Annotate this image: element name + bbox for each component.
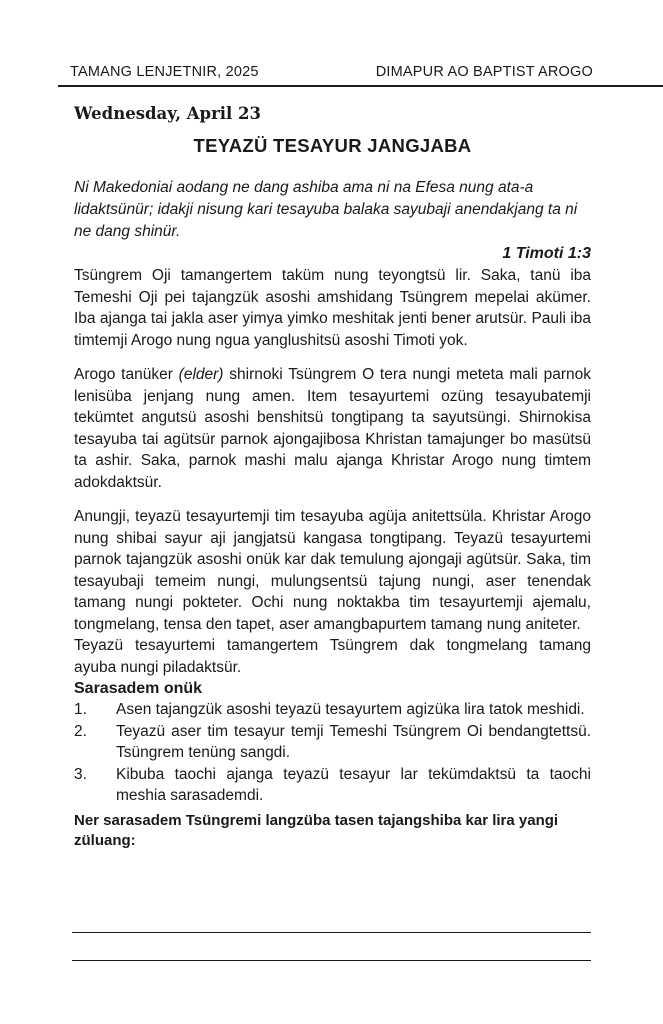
answer-line[interactable] bbox=[72, 960, 591, 961]
reflection-item bbox=[74, 699, 591, 721]
header-church-name: DIMAPUR AO BAPTIST AROGO bbox=[375, 64, 593, 80]
header-publication-title: TAMANG LENJETNIR, 2025 bbox=[70, 64, 259, 80]
reflection-item-number: 1. bbox=[74, 701, 87, 718]
body-paragraph-1: Tsüngrem Oji tamangertem taküm nung teyongtsü lir. Saka, tanü iba Temeshi Oji pei tajangzük asoshi amshidang Tsüngrem mepelai akümer. Iba ajanga tai jakla aser yimya yimko meshitak jenti bener arutsür. Pauli iba timtemji Arogo nung ngua yanglushitsü asoshi Timoti yok. bbox=[74, 267, 591, 349]
reflection-item-text: Kibuba taochi ajanga teyazü tesayur lar tekümdaktsü ta taochi meshia sarasademdi. bbox=[116, 765, 591, 804]
prayer-question: Ner sarasadem Tsüngremi langzüba tasen tajangshiba kar lira yangi züluang: bbox=[74, 811, 559, 849]
devotion-title: TEYAZÜ TESAYUR JANGJABA bbox=[193, 135, 472, 156]
devotion-date: Wednesday, April 23 bbox=[74, 104, 262, 123]
scripture-reference: 1 Timoti 1:3 bbox=[502, 245, 591, 262]
scripture-verse: Ni Makedoniai aodang ne dang ashiba ama ni na Efesa nung ata-a lidaktsünür; idakji nisung kari tesayuba balaka sayubaji anendakjang ta ni ne dang shinür. bbox=[74, 179, 578, 240]
reflection-item-text: Asen tajangzük asoshi teyazü tesayurtem agizüka lira tatok meshidi. bbox=[116, 701, 585, 718]
header-rule bbox=[58, 85, 663, 87]
body-paragraph-4: Teyazü tesayurtemi tamangertem Tsüngrem dak tongmelang tamang ayuba nungi piladaktsür. bbox=[74, 637, 591, 676]
answer-line[interactable] bbox=[72, 932, 591, 933]
running-header bbox=[70, 64, 593, 80]
reflection-item-number: 3. bbox=[74, 765, 87, 783]
reflection-item bbox=[74, 721, 591, 764]
body-paragraph-2: Arogo tanüker (elder) shirnoki Tsüngrem O tera nungi meteta mali parnok lenisüba jenjang nung amen. Item tesayurtemi ozüng tesayubatemji tekümtet angutsü asoshi benshitsü tongtipang ta sayutsüngi. Shirnokisa tesayuba tai agütsür parnok ajongajibosa Khristan tamajunger bo masütsü ta ashir. Saka, parnok mashi malu ajanga Khristar Arogo nung timtem adokdaktsür. bbox=[74, 366, 591, 491]
reflection-item bbox=[74, 764, 591, 807]
reflection-heading: Sarasadem onük bbox=[74, 680, 203, 697]
reflection-item-text: Teyazü aser tim tesayur temji Temeshi Tsüngrem Oi bendangtettsü. Tsüngrem tenüng sangdi. bbox=[116, 722, 591, 761]
reflection-list bbox=[74, 699, 591, 807]
page-content bbox=[74, 104, 591, 852]
body-paragraph-3: Anungji, teyazü tesayurtemji tim tesayuba agüja anitettsüla. Khristar Arogo nung shibai sayur aji jangjatsü kangasa tongtipang. Teyazü tesayurtemi parnok tajangzük asoshi onük kar dak temulung ajongaji agütsür. Saka, tim tesayubaji temeim nungi, mulungsentsü tajung nungi, aser tenendak tamang nungi pokteter. Ochi nung noktakba tim tesayurtemji ajemalu, tongmelang, tensa den tapet, aser amangbapurtem tamang nung aniteter. bbox=[74, 508, 591, 633]
reflection-item-number: 2. bbox=[74, 722, 87, 740]
